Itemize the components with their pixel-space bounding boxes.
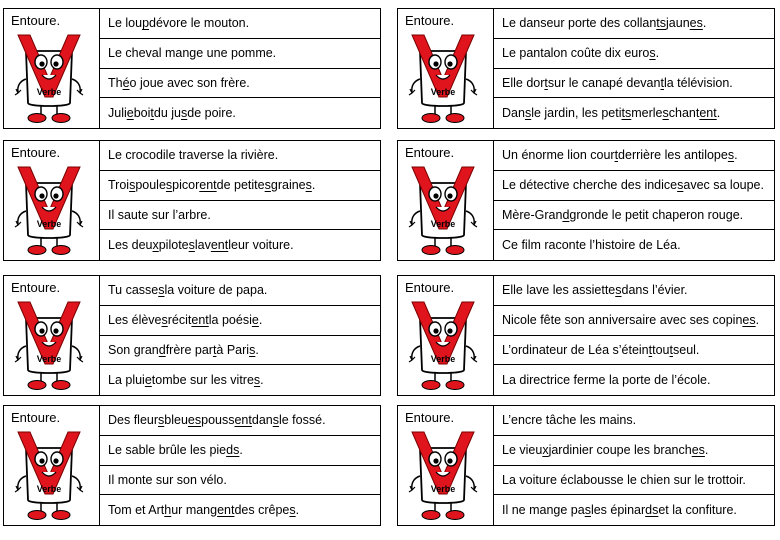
sentence-text: poule xyxy=(135,178,166,193)
marked-letters: ent xyxy=(191,313,209,328)
marked-letters: t xyxy=(648,342,653,357)
marked-letters: h xyxy=(164,503,172,518)
marked-letters: ts xyxy=(656,16,667,31)
sentence-text: de petite xyxy=(216,178,265,193)
sentence-text: bleu xyxy=(164,413,188,428)
marked-letters: es xyxy=(691,443,705,458)
sentence-text: les épinar xyxy=(590,503,646,518)
marked-letters: s xyxy=(615,283,622,298)
sentence-text: à Pari xyxy=(216,342,250,357)
sentence-text: seul. xyxy=(673,342,700,357)
instruction-label: Entoure. xyxy=(11,410,61,425)
exercise-card xyxy=(3,405,381,526)
sentence-row[interactable] xyxy=(494,306,774,336)
sentence-text: . xyxy=(716,106,721,121)
marked-letters: s xyxy=(677,178,684,193)
sentence-text: La plui xyxy=(108,373,145,388)
exercise-card xyxy=(3,8,381,129)
exercise-card xyxy=(397,275,775,396)
sentence-text: Les deu xyxy=(108,238,153,253)
marked-letters: ent xyxy=(210,238,229,253)
mascot-text: Verbe xyxy=(430,87,456,97)
sentence-text: Elle lave les assiette xyxy=(502,283,616,298)
sentence-row[interactable] xyxy=(494,336,774,366)
sentence-text: Il saute sur l’arbre. xyxy=(108,207,211,222)
sentence-list xyxy=(494,406,774,525)
sentence-text: ur mang xyxy=(171,503,218,518)
sentence-text: la télévision. xyxy=(663,75,733,90)
sentence-list xyxy=(494,141,774,260)
sentence-row[interactable] xyxy=(494,69,774,99)
sentence-text: et la confiture. xyxy=(658,503,737,518)
mascot-text: Verbe xyxy=(36,484,62,494)
marked-letters: t xyxy=(212,342,217,357)
sentence-text: Des fleur xyxy=(108,413,159,428)
sentence-text: Il ne mange pa xyxy=(502,503,585,518)
instruction-label: Entoure. xyxy=(11,280,61,295)
sentence-text: de poire. xyxy=(187,106,236,121)
marked-letters: d xyxy=(158,342,166,357)
marked-letters: s xyxy=(165,178,173,193)
sentence-text: Le vieu xyxy=(502,443,543,458)
sentence-row[interactable] xyxy=(494,365,774,395)
sentence-text: dévore le mouton. xyxy=(149,16,250,31)
sentence-text: la voiture de papa. xyxy=(164,283,268,298)
marked-letters: x xyxy=(152,238,159,253)
exercise-card xyxy=(3,275,381,396)
instruction-label: Entoure. xyxy=(405,13,455,28)
sentence-text: Elle dor xyxy=(502,75,545,90)
sentence-text: dan xyxy=(251,413,273,428)
instruction-label: Entoure. xyxy=(405,280,455,295)
sentence-text: La directrice ferme la porte de l’école. xyxy=(502,373,711,388)
marked-letters: s xyxy=(305,178,312,193)
sentence-text: pilote xyxy=(158,238,189,253)
verbe-mascot-icon xyxy=(406,31,480,125)
sentence-text: Son gran xyxy=(108,342,159,357)
marked-letters: s xyxy=(289,503,296,518)
verbe-mascot-icon xyxy=(12,298,86,392)
marked-letters: ts xyxy=(621,106,632,121)
sentence-row[interactable] xyxy=(494,9,774,39)
sentence-text: leur voiture. xyxy=(228,238,294,253)
marked-letters: d xyxy=(562,207,570,222)
sentence-text: jaun xyxy=(666,16,690,31)
sentence-row[interactable] xyxy=(494,230,774,260)
sentence-list xyxy=(494,9,774,128)
sentence-row[interactable] xyxy=(494,141,774,171)
sentence-text: . xyxy=(258,313,263,328)
sentence-text: Dan xyxy=(502,106,525,121)
marked-letters: s xyxy=(181,106,188,121)
marked-letters: ds xyxy=(645,503,659,518)
sentence-row[interactable] xyxy=(100,406,380,436)
sentence-text: chant xyxy=(668,106,700,121)
sentence-row[interactable] xyxy=(100,98,380,128)
sentence-row[interactable] xyxy=(100,436,380,466)
sentence-list xyxy=(100,276,380,395)
marked-letters: t xyxy=(544,75,548,90)
sentence-row[interactable] xyxy=(494,495,774,525)
sentence-text: . xyxy=(311,178,316,193)
mascot-text: Verbe xyxy=(36,219,62,229)
exercise-card xyxy=(397,8,775,129)
sentence-text: le fossé. xyxy=(278,413,326,428)
marked-letters: é xyxy=(122,75,130,90)
sentence-text: la poési xyxy=(208,313,252,328)
sentence-text: Nicole fête son anniversaire avec ses copin xyxy=(502,313,743,328)
sentence-text: . xyxy=(755,313,760,328)
sentence-row[interactable] xyxy=(494,201,774,231)
sentence-text: le jardin, les peti xyxy=(531,106,622,121)
sentence-text: Le crocodile traverse la rivière. xyxy=(108,148,279,163)
verbe-mascot-icon xyxy=(12,163,86,257)
sentence-text: récit xyxy=(167,313,192,328)
exercise-card xyxy=(397,405,775,526)
sentence-text: lav xyxy=(194,238,211,253)
marked-letters: s xyxy=(584,503,591,518)
marked-letters: s xyxy=(524,106,532,121)
sentence-text: Le détective cherche des indice xyxy=(502,178,678,193)
mascot-text: Verbe xyxy=(430,219,456,229)
sentence-row[interactable] xyxy=(494,171,774,201)
sentence-text: . xyxy=(704,443,709,458)
sentence-row[interactable] xyxy=(100,141,380,171)
sentence-text: tou xyxy=(652,342,670,357)
marked-letters: t xyxy=(660,75,664,90)
sentence-text: L’ordinateur de Léa s’étein xyxy=(502,342,649,357)
sentence-text: . xyxy=(702,16,707,31)
mascot-text: Verbe xyxy=(36,87,62,97)
instruction-label: Entoure. xyxy=(405,410,455,425)
marked-letters: x xyxy=(542,443,549,458)
sentence-row[interactable] xyxy=(100,466,380,496)
sentence-text: . xyxy=(239,443,243,458)
sentence-list xyxy=(494,276,774,395)
sentence-row[interactable] xyxy=(494,39,774,69)
sentence-text: La voiture éclabousse le chien sur le trottoir. xyxy=(502,472,746,487)
card-left-panel xyxy=(4,406,100,525)
card-left-panel xyxy=(4,276,100,395)
sentence-row[interactable] xyxy=(100,201,380,231)
card-left-panel xyxy=(4,9,100,128)
sentence-text: . xyxy=(295,503,300,518)
marked-letters: ent xyxy=(199,178,217,193)
card-left-panel xyxy=(398,406,494,525)
card-left-panel xyxy=(398,141,494,260)
marked-letters: t xyxy=(669,342,673,357)
sentence-text: graine xyxy=(270,178,306,193)
sentence-text: derrière les antilope xyxy=(618,148,728,163)
verbe-mascot-icon xyxy=(12,31,86,125)
instruction-label: Entoure. xyxy=(405,145,455,160)
card-left-panel xyxy=(398,9,494,128)
sentence-text: Le cheval mange une pomme. xyxy=(108,46,277,61)
marked-letters: s xyxy=(161,313,168,328)
sentence-row[interactable] xyxy=(100,495,380,525)
sentence-text: Troi xyxy=(108,178,130,193)
sentence-text: . xyxy=(655,46,660,61)
verbe-mascot-icon xyxy=(406,163,480,257)
sentence-text: Th xyxy=(108,75,123,90)
sentence-row[interactable] xyxy=(100,230,380,260)
marked-letters: es xyxy=(187,413,202,428)
marked-letters: es xyxy=(742,313,756,328)
sentence-list xyxy=(100,141,380,260)
sentence-row[interactable] xyxy=(100,171,380,201)
marked-letters: s xyxy=(272,413,279,428)
marked-letters: e xyxy=(251,313,259,328)
marked-letters: es xyxy=(689,16,703,31)
sentence-text: dans l’évier. xyxy=(621,283,688,298)
exercise-card xyxy=(397,140,775,261)
card-left-panel xyxy=(398,276,494,395)
sentence-row[interactable] xyxy=(100,336,380,366)
marked-letters: t xyxy=(614,148,619,163)
sentence-text: pouss xyxy=(201,413,235,428)
card-left-panel xyxy=(4,141,100,260)
marked-letters: ent xyxy=(234,413,252,428)
marked-letters: s xyxy=(662,106,669,121)
sentence-text: Juli xyxy=(108,106,127,121)
sentence-text: boi xyxy=(133,106,151,121)
sentence-row[interactable] xyxy=(100,276,380,306)
mascot-text: Verbe xyxy=(36,354,62,364)
verbe-mascot-icon xyxy=(12,428,86,522)
sentence-text: Tu casse xyxy=(108,283,159,298)
sentence-text: du ju xyxy=(153,106,181,121)
sentence-text: Le danseur porte des collan xyxy=(502,16,657,31)
sentence-row[interactable] xyxy=(100,365,380,395)
sentence-text: frère par xyxy=(165,342,213,357)
sentence-list xyxy=(100,406,380,525)
sentence-text: sur le canapé devan xyxy=(547,75,661,90)
sentence-row[interactable] xyxy=(100,9,380,39)
marked-letters: s xyxy=(649,46,656,61)
marked-letters: s xyxy=(253,373,261,388)
sentence-row[interactable] xyxy=(100,306,380,336)
marked-letters: e xyxy=(144,373,152,388)
sentence-text: . xyxy=(734,148,738,163)
sentence-row[interactable] xyxy=(494,276,774,306)
mascot-text: Verbe xyxy=(430,484,456,494)
sentence-text: Le sable brûle les pie xyxy=(108,443,227,458)
sentence-text: o joue avec son frère. xyxy=(129,75,250,90)
marked-letters: e xyxy=(126,106,134,121)
marked-letters: ent xyxy=(217,503,235,518)
sentence-row[interactable] xyxy=(100,39,380,69)
sentence-text: avec sa loupe. xyxy=(683,178,764,193)
sentence-text: Le lou xyxy=(108,16,143,31)
sentence-text: . xyxy=(255,342,259,357)
marked-letters: s xyxy=(249,342,256,357)
sentence-text: gronde le petit chaperon rouge. xyxy=(569,207,744,222)
marked-letters: s xyxy=(727,148,735,163)
marked-letters: s xyxy=(158,413,165,428)
instruction-label: Entoure. xyxy=(11,145,61,160)
sentence-text: merle xyxy=(631,106,663,121)
marked-letters: ent xyxy=(699,106,717,121)
sentence-list xyxy=(100,9,380,128)
sentence-text: Le pantalon coûte dix euro xyxy=(502,46,650,61)
sentence-row[interactable] xyxy=(494,98,774,128)
mascot-text: Verbe xyxy=(430,354,456,364)
sentence-text: tombe sur les vitre xyxy=(151,373,254,388)
marked-letters: s xyxy=(129,178,136,193)
marked-letters: s xyxy=(264,178,271,193)
marked-letters: s xyxy=(158,283,165,298)
sentence-text: Mère-Gran xyxy=(502,207,563,222)
marked-letters: s xyxy=(188,238,195,253)
sentence-row[interactable] xyxy=(100,69,380,99)
exercise-card xyxy=(3,140,381,261)
verbe-mascot-icon xyxy=(406,298,480,392)
sentence-text: picor xyxy=(172,178,200,193)
sentence-text: L’encre tâche les mains. xyxy=(502,413,637,428)
verbe-mascot-icon xyxy=(406,428,480,522)
marked-letters: p xyxy=(142,16,150,31)
instruction-label: Entoure. xyxy=(11,13,61,28)
sentence-text: jardinier coupe les branch xyxy=(548,443,692,458)
sentence-text: des crêpe xyxy=(234,503,290,518)
sentence-row[interactable] xyxy=(494,406,774,436)
sentence-row[interactable] xyxy=(494,436,774,466)
marked-letters: ds xyxy=(226,443,240,458)
sentence-row[interactable] xyxy=(494,466,774,496)
marked-letters: t xyxy=(150,106,154,121)
sentence-text: . xyxy=(260,373,264,388)
sentence-text: Tom et Art xyxy=(108,503,165,518)
sentence-text: Ce film raconte l’histoire de Léa. xyxy=(502,238,681,253)
sentence-text: Un énorme lion cour xyxy=(502,148,615,163)
sentence-text: Les élève xyxy=(108,313,162,328)
sentence-text: Il monte sur son vélo. xyxy=(108,472,227,487)
